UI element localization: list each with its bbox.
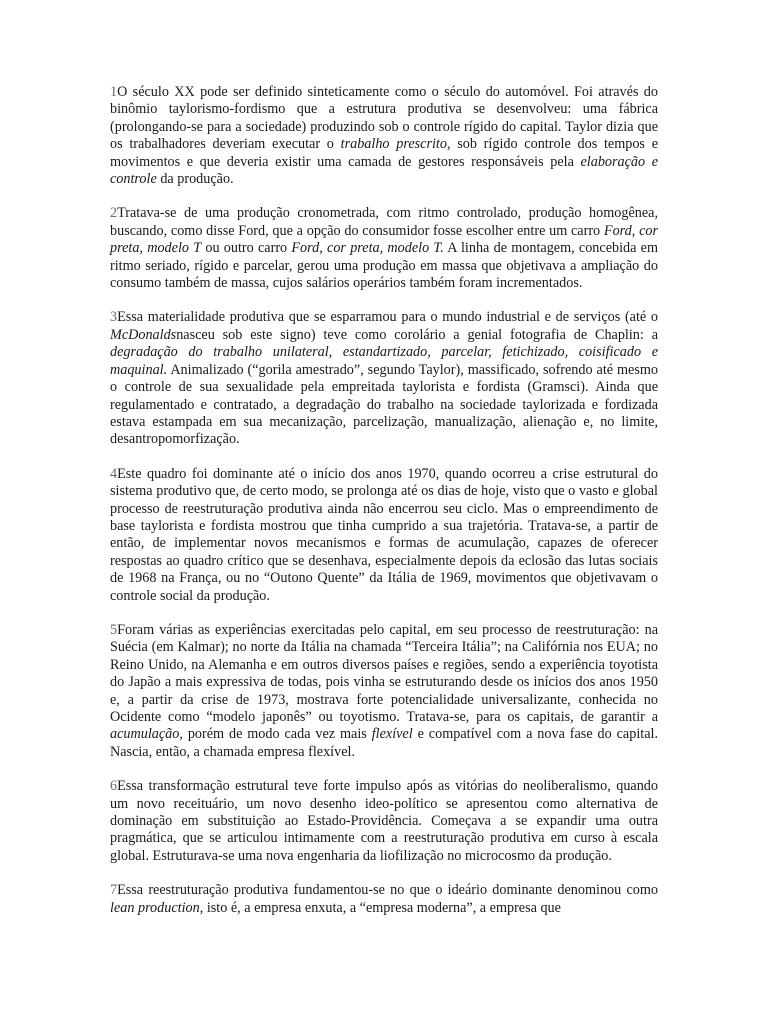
document-body — [110, 84, 658, 934]
paragraph-text: Essa transformação estrutural teve forte impulso após as vitórias do neoliberalismo, quando um novo receituário, um novo desenho ideo-político se apresentou como alternativa de dominação em substituição ao Estado-Providência. Começava a se expandir uma outra pragmática, que se articulou intimamente com a reestruturação produtiva em curso à escala global. Estruturava-se uma nova engenharia da liofilização no microcosmo da produção. — [110, 778, 658, 864]
paragraph-number: 1 — [110, 84, 118, 100]
paragraph-text: Tratava-se de uma produção cronometrada, com ritmo controlado, produção homogênea, buscando, como disse Ford, que a opção do consumidor fosse escolher entre um carro — [110, 205, 658, 239]
paragraph-number: 7 — [110, 882, 118, 899]
paragraph-2 — [110, 205, 658, 292]
paragraph-number: 3 — [110, 309, 118, 326]
paragraph-text: Foram várias as experiências exercitadas pelo capital, em seu processo de reestruturação: na Suécia (em Kalmar); no norte da Itália na chamada “Terceira Itália”; na Califórnia nos EUA; no Reino Unido, na Alemanha e em outros diversos países e regiões, sendo a experiência toyotista do Japão a mais expressiva de todas, pois vinha se estruturando desde os inícios dos anos 1950 e, a partir da crise de 1973, mostrava forte potencialidade universalizante, conhecida no Ocidente como “modelo japonês” ou toyotismo. Tratava-se, para os capitais, de garantir a — [110, 621, 658, 725]
paragraph-7 — [110, 882, 658, 917]
paragraph-text: Animalizado (“gorila amestrado”, segundo Taylor), massificado, sofrendo até mesmo o controle de sua sexualidade pela empreitada taylorista e fordista (Gramsci). Ainda que regulamentado e contratado, a degradação do trabalho na sociedade taylorizada e fordizada estava estampada em sua mecanização, parcelização, manualização, alienação e, no limite, desantropomorfização. — [110, 361, 658, 448]
paragraph-text: Essa reestruturação produtiva fundamentou-se no que o ideário dominante denominou como — [117, 882, 658, 899]
paragraph-text: , porém de modo cada vez mais — [179, 726, 372, 743]
italic-text: Ford, cor preta, modelo T. — [291, 240, 444, 257]
paragraph-text: Essa materialidade produtiva que se esparramou para o mundo industrial e de serviços (até o — [117, 309, 658, 326]
paragraph-4 — [110, 466, 658, 605]
italic-text: lean production, — [110, 899, 204, 916]
paragraph-text: nasceu sob este signo) teve como corolário a genial fotografia de Chaplin: a — [176, 326, 658, 343]
paragraph-1 — [110, 84, 658, 188]
italic-text: elaboração e controle — [110, 153, 659, 188]
italic-text: McDonalds — [110, 326, 177, 343]
paragraph-text: da produção. — [156, 171, 234, 188]
paragraph-text: , sob rígido controle dos tempos e movimentos e que deveria existir uma camada de gestores responsáveis pela — [110, 136, 658, 170]
italic-text: trabalho prescrito — [340, 136, 447, 153]
paragraph-text: A linha de montagem, concebida em ritmo seriado, rígido e parcelar, gerou uma produção em massa que objetivava a ampliação do consumo também de massa, cujos salários operários também foram incrementados. — [110, 240, 658, 292]
paragraph-text: O século XX pode ser definido sinteticamente como o século do automóvel. Foi através do binômio taylorismo-fordismo que a estrutura produtiva se desenvolveu: uma fábrica (prolongando-se para a sociedade) produzindo sob o controle rígido do capital. Taylor dizia que os trabalhadores deveriam executar o — [110, 84, 658, 153]
paragraph-3 — [110, 309, 658, 448]
italic-text: acumulação — [110, 726, 180, 743]
paragraph-number: 4 — [110, 465, 118, 482]
paragraph-text: Este quadro foi dominante até o início dos anos 1970, quando ocorreu a crise estrutural do sistema produtivo que, de certo modo, se prolonga até os dias de hoje, visto que o vasto e global processo de reestruturação produtiva ainda não encerrou seu ciclo. Mas o empreendimento de base taylorista e fordista mostrou que tinha cumprido a sua trajetória. Tratava-se, a partir de então, de implementar novos mecanismos e formas de acumulação, capazes de oferecer respostas ao quadro crítico que se desenhava, especialmente depois da eclosão das lutas sociais de 1968 na França, ou no “Outono Quente” da Itália de 1969, movimentos que objetivavam o controle social da produção. — [110, 465, 658, 604]
italic-text: Ford, cor preta, modelo T — [110, 222, 658, 257]
paragraph-text: ou outro carro — [201, 240, 292, 257]
paragraph-number: 6 — [110, 778, 118, 795]
italic-text: degradação do trabalho unilateral, estandartizado, parcelar, fetichizado, coisificado e maquinal. — [110, 344, 658, 378]
paragraph-text: e compatível com a nova fase do capital. Nascia, então, a chamada empresa flexível. — [110, 726, 658, 760]
paragraph-text: isto é, a empresa enxuta, a “empresa moderna”, a empresa que — [203, 899, 561, 916]
paragraph-number: 2 — [110, 205, 118, 222]
italic-text: flexível — [371, 726, 413, 743]
paragraph-5 — [110, 622, 658, 761]
paragraph-number: 5 — [110, 621, 118, 638]
paragraph-6 — [110, 778, 658, 865]
